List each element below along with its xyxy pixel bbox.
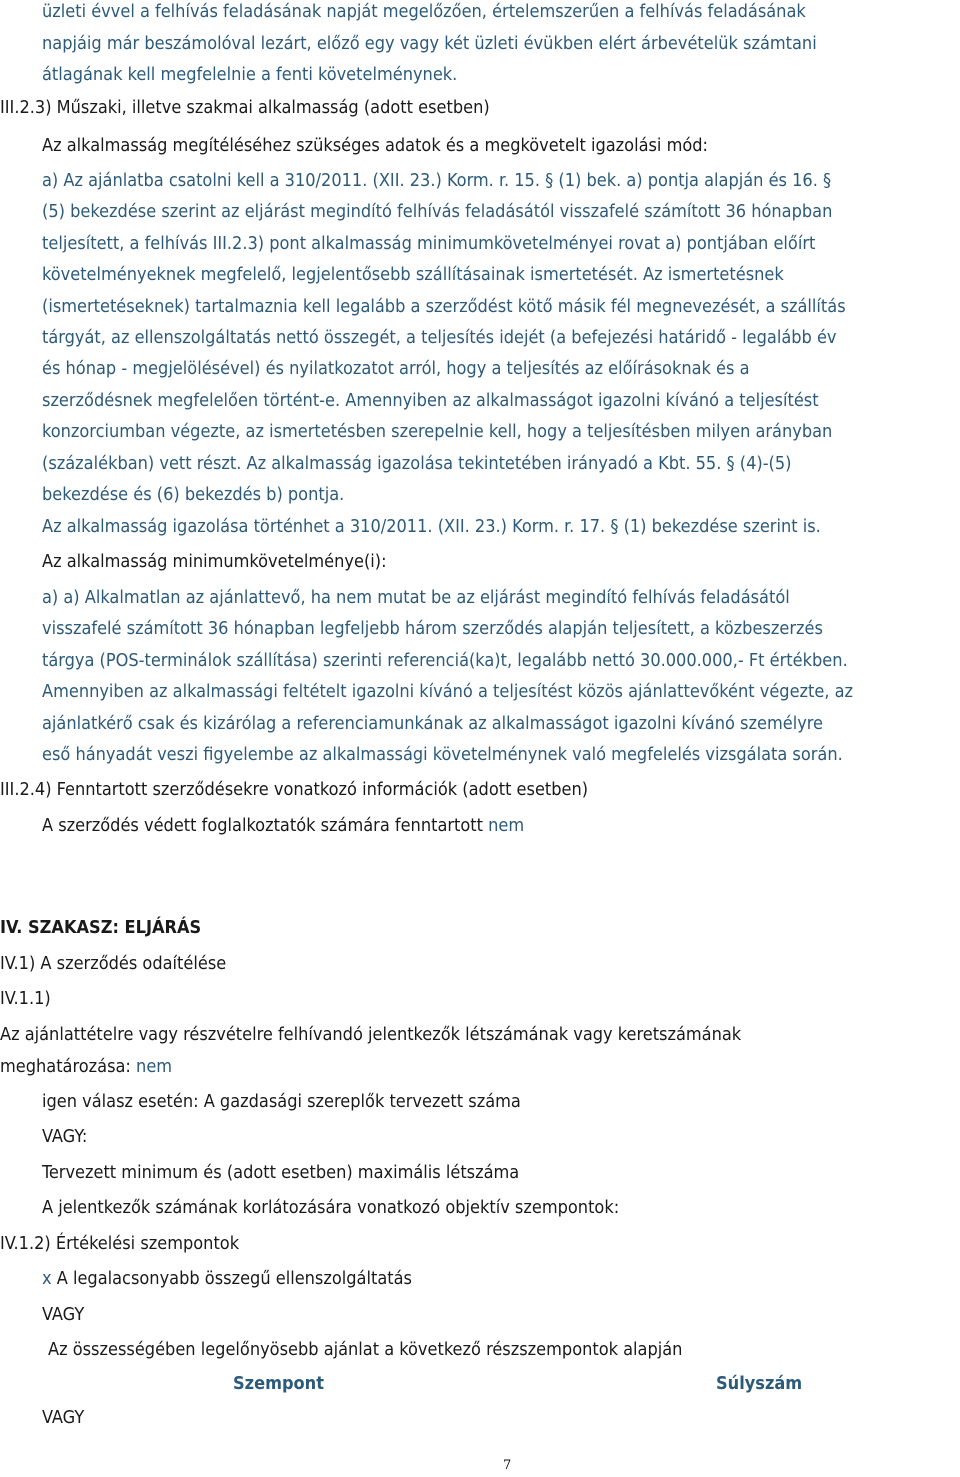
text-line: szerződésnek megfelelően történt-e. Amennyiben az alkalmasságot igazolni kívánó a teljesítést	[42, 390, 819, 411]
text-line: (5) bekezdése szerint az eljárást megindító felhívás feladásától visszafelé számított 36 hónapban	[42, 201, 833, 222]
reserved-value: nem	[488, 815, 525, 836]
text-line: (ismertetéseknek) tartalmaznia kell legalább a szerződést kötő másik fél megnevezését, a szállítás	[42, 296, 846, 317]
text-line: igen válasz esetén: A gazdasági szereplők tervezett száma	[42, 1091, 521, 1112]
text-line: VAGY:	[42, 1126, 88, 1147]
section-title-iii-2-4: III.2.4) Fenntartott szerződésekre vonatkozó információk (adott esetben)	[0, 779, 589, 800]
section-title-iv-1-2: IV.1.2) Értékelési szempontok	[0, 1233, 240, 1254]
text-line: Az ajánlattételre vagy részvételre felhívandó jelentkezők létszámának vagy keretszámának	[0, 1024, 742, 1045]
text-line: eső hányadát veszi figyelembe az alkalmassági követelménynek való megfelelés vizsgálata során.	[42, 744, 843, 765]
text-line: napjáig már beszámolóval lezárt, előző egy vagy két üzleti évükben elért árbevételük számtani	[42, 33, 817, 54]
text-line: A jelentkezők számának korlátozására vonatkozó objektív szempontok:	[42, 1197, 620, 1218]
text-line: a) Az ajánlatba csatolni kell a 310/2011. (XII. 23.) Korm. r. 15. § (1) bek. a) pontja alapján és 16. §	[42, 170, 832, 191]
text-line: Az alkalmasság igazolása történhet a 310/2011. (XII. 23.) Korm. r. 17. § (1) bekezdése szerint is.	[42, 516, 821, 537]
section-iv-heading: IV. SZAKASZ: ELJÁRÁS	[0, 917, 202, 938]
text-line: átlagának kell megfelelnie a fenti követelménynek.	[42, 64, 458, 85]
text-line: követelményeknek megfelelő, legjelentősebb szállításainak ismertetését. Az ismertetésnek	[42, 264, 784, 285]
min-requirement-label: Az alkalmasság minimumkövetelménye(i):	[42, 551, 387, 572]
applicant-count-line	[0, 1056, 172, 1078]
section-title-iii-2-3: III.2.3) Műszaki, illetve szakmai alkalmasság (adott esetben)	[0, 97, 490, 118]
criteria-best-label: Az összességében legelőnyösebb ajánlat a következő részszempontok alapján	[48, 1339, 683, 1360]
text-line: teljesített, a felhívás III.2.3) pont alkalmasság minimumkövetelményei rovat a) pontjában előírt	[42, 233, 816, 254]
selected-mark: x	[42, 1268, 52, 1289]
section-title-iv-1: IV.1) A szerződés odaítélése	[0, 953, 227, 974]
applicant-count-label: meghatározása:	[0, 1056, 131, 1077]
reserved-label: A szerződés védett foglalkoztatók számára fenntartott	[42, 815, 483, 836]
text-line: Az alkalmasság megítéléséhez szükséges adatok és a megkövetelt igazolási mód:	[42, 135, 708, 156]
text-line: bekezdése és (6) bekezdés b) pontja.	[42, 484, 345, 505]
section-title-iv-1-1: IV.1.1)	[0, 988, 51, 1009]
text-line: és hónap - megjelölésével) és nyilatkozatot arról, hogy a teljesítés az előírásoknak és a	[42, 358, 750, 379]
or-label: VAGY	[42, 1407, 85, 1428]
text-line: tárgya (POS-terminálok szállítása) szerinti referenciá(ka)t, legalább nettó 30.000.000,- Ft értékben.	[42, 650, 848, 671]
text-line: tárgyát, az ellenszolgáltatás nettó összegét, a teljesítés idejét (a befejezési határidő - legalább év	[42, 327, 837, 348]
or-label: VAGY	[42, 1304, 85, 1325]
reserved-contracts-line	[42, 815, 524, 837]
text-line: Amennyiben az alkalmassági feltételt igazolni kívánó a teljesítést közös ajánlattevőként végezte, az	[42, 681, 854, 702]
text-line: konzorciumban végezte, az ismertetésben szerepelnie kell, hogy a teljesítésben milyen arányban	[42, 421, 833, 442]
text-line: a) a) Alkalmatlan az ajánlattevő, ha nem mutat be az eljárást megindító felhívás feladásától	[42, 587, 790, 608]
text-line: (százalékban) vett részt. Az alkalmasság igazolása tekintetében irányadó a Kbt. 55. § (4)-(5)	[42, 453, 792, 474]
criteria-lowest-label: A legalacsonyabb összegű ellenszolgáltatás	[56, 1268, 412, 1289]
criteria-lowest-line	[42, 1268, 412, 1290]
text-line: üzleti évvel a felhívás feladásának napját megelőzően, értelemszerűen a felhívás feladásának	[42, 1, 806, 22]
page-number: 7	[503, 1458, 512, 1473]
applicant-count-value: nem	[136, 1056, 173, 1077]
column-header-weight: Súlyszám	[716, 1373, 803, 1394]
column-header-criterion: Szempont	[233, 1373, 324, 1394]
text-line: visszafelé számított 36 hónapban legfeljebb három szerződés alapján teljesített, a közbeszerzés	[42, 618, 823, 639]
text-line: ajánlatkérő csak és kizárólag a referenciamunkának az alkalmasságot igazolni kívánó személyre	[42, 713, 823, 734]
text-line: Tervezett minimum és (adott esetben) maximális létszáma	[42, 1162, 520, 1183]
